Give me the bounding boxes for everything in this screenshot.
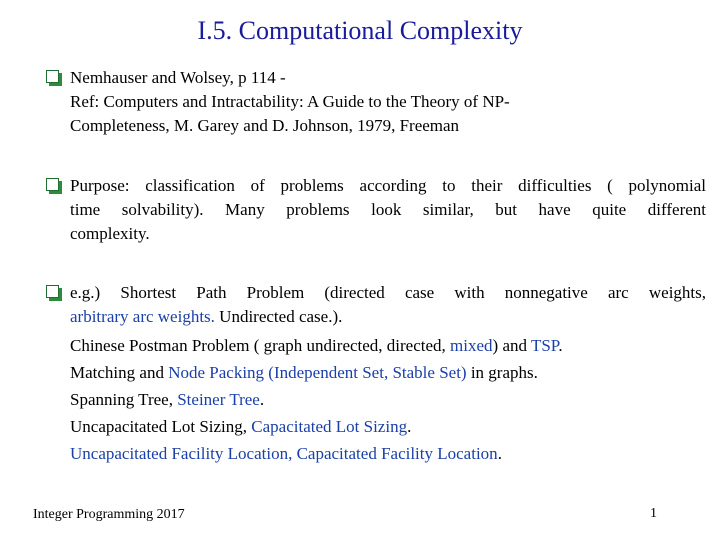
highlighted-text: Uncapacitated Facility Location, Capacitated Facility Location <box>70 444 498 463</box>
text-line: Completeness, M. Garey and D. Johnson, 1979, Freeman <box>70 116 460 135</box>
text-line <box>70 359 706 386</box>
text-line <box>70 386 706 413</box>
text-line: time solvability). Many problems look similar, but have quite different <box>70 200 706 219</box>
plain-text: in graphs. <box>466 363 538 382</box>
text-line: e.g.) Shortest Path Problem (directed case with nonnegative arc weights, <box>70 283 706 302</box>
footer-course-label: Integer Programming 2017 <box>33 507 185 522</box>
plain-text: Matching and <box>70 363 169 382</box>
plain-text: Chinese Postman Problem ( graph undirected, directed, <box>70 336 451 355</box>
plain-text: ) and <box>492 336 531 355</box>
page-number: 1 <box>650 506 657 521</box>
text-line: Purpose: classification of problems according to their difficulties ( polynomial <box>70 176 706 195</box>
highlighted-text: mixed <box>450 336 493 355</box>
text-line: Nemhauser and Wolsey, p 114 - <box>70 68 286 87</box>
bullet-text <box>70 281 706 467</box>
plain-text: . <box>558 336 563 355</box>
highlighted-text: Capacitated Lot Sizing <box>251 417 408 436</box>
bullet-references <box>46 66 706 138</box>
plain-text: . <box>407 417 412 436</box>
bullet-text <box>70 66 706 138</box>
slide-title: I.5. Computational Complexity <box>197 16 523 45</box>
text-line: Ref: Computers and Intractability: A Guide to the Theory of NP- <box>70 92 510 111</box>
square-bullet-icon <box>46 70 59 83</box>
plain-text: . <box>259 390 265 409</box>
highlighted-text: Node Packing (Independent Set, Stable Set) <box>168 363 467 382</box>
bullet-purpose <box>46 174 706 246</box>
text-line <box>70 440 706 467</box>
plain-text: Undirected case.). <box>214 307 343 326</box>
highlighted-text: TSP <box>530 336 559 355</box>
text-line <box>70 413 706 440</box>
bullet-text <box>70 174 706 246</box>
plain-text: . <box>497 444 502 463</box>
text-line <box>70 305 706 329</box>
square-bullet-icon <box>46 178 59 191</box>
plain-text: Uncapacitated Lot Sizing, <box>70 417 252 436</box>
highlighted-text: arbitrary arc weights. <box>70 307 215 326</box>
plain-text: Spanning Tree, <box>70 390 178 409</box>
text-line: complexity. <box>70 224 150 243</box>
text-line <box>70 332 706 359</box>
square-bullet-icon <box>46 285 59 298</box>
highlighted-text: Steiner Tree <box>177 390 260 409</box>
bullet-examples <box>46 281 706 467</box>
